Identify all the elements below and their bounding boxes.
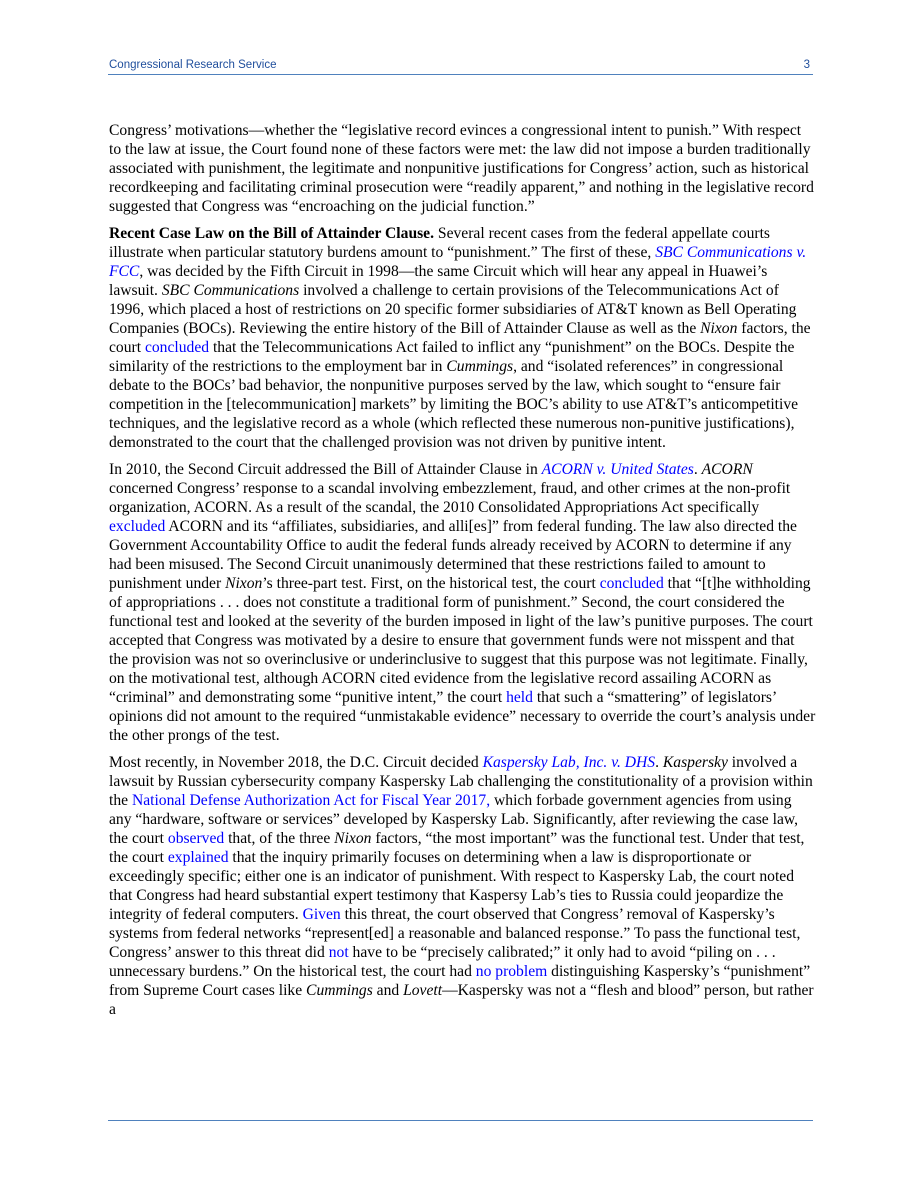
text-run: and — [372, 982, 404, 999]
paragraph-3 — [109, 460, 816, 745]
text-run: factors, “the most important” was the functional test. Under that test, the court — [109, 830, 805, 866]
header-org-name: Congressional Research Service — [109, 59, 277, 71]
link-concluded[interactable]: concluded — [599, 575, 664, 592]
text-run: Congress’ motivations—whether the “legislative record evinces a congressional intent to punish.” With respect to the law at issue, the Court found none of these factors were met: the law did not impose a burden traditionally associated with punishment, the legitimate and nonpunitive justifications for Congress’ action, such as historical recordkeeping and facilitating criminal prosecution were “readily apparent,” and nothing in the legislative record suggested that Congress was “encroaching on the judicial function.” — [109, 122, 814, 215]
link-no-problem[interactable]: no problem — [475, 963, 548, 980]
text-run: ACORN and its “affiliates, subsidiaries, and alli[es]” from federal funding. The law also directed the Government Accountability Office to audit the federal funds already received by ACORN to determine if any had been misused. The Second Circuit unanimously determined that these restrictions failed to amount to punishment under — [109, 518, 797, 592]
text-run: . — [655, 754, 663, 771]
page-number: 3 — [803, 59, 810, 71]
paragraph-4 — [109, 753, 816, 1019]
text-run: concerned Congress’ response to a scandal involving embezzlement, fraud, and other crimes at the non-profit organization, ACORN. As a result of the scandal, the 2010 Consolidated Appropriations Act specifically — [109, 480, 791, 516]
link-explained[interactable]: explained — [167, 849, 229, 866]
text-run: In 2010, the Second Circuit addressed the Bill of Attainder Clause in — [109, 461, 542, 478]
link-held[interactable]: held — [506, 689, 533, 706]
case-name: Nixon — [225, 575, 263, 592]
text-run: that the Telecommunications Act failed to inflict any “punishment” on the BOCs. Despite the similarity of the restrictions to the employment bar in — [109, 339, 795, 375]
case-name: Nixon — [700, 320, 738, 337]
link-excluded[interactable]: excluded — [109, 518, 166, 535]
text-run: involved a lawsuit by Russian cybersecurity company Kaspersky Lab challenging the constitutionality of a provision within the — [109, 754, 813, 809]
text-run: ’s three-part test. First, on the historical test, the court — [262, 575, 600, 592]
text-run: distinguishing Kaspersky’s “punishment” from Supreme Court cases like — [109, 963, 811, 999]
case-name: Lovett — [403, 982, 443, 999]
link-text: Kaspersky Lab, Inc. v. DHS — [482, 754, 656, 771]
case-name: Cummings — [306, 982, 373, 999]
paragraph-1 — [109, 121, 816, 216]
text-run: that the inquiry primarily focuses on determining when a law is disproportionate or exceedingly specific; either one is an indicator of punishment. With respect to Kaspersky Lab, the court noted that Congress had heard substantial expert testimony that Kaspersy Lab’s ties to Russia could jeopardize the integrity of federal computers. — [109, 849, 794, 923]
paragraph-2 — [109, 224, 816, 452]
page-header — [108, 58, 813, 75]
case-name: Kaspersky — [662, 754, 728, 771]
link-not[interactable]: not — [328, 944, 349, 961]
text-run: which forbade government agencies from using any “hardware, software or services” developed by Kaspersky Lab. Significantly, after reviewing the case law, the court — [109, 792, 799, 847]
text-run: Most recently, in November 2018, the D.C. Circuit decided — [109, 754, 483, 771]
document-body — [109, 121, 816, 1027]
link-text: ACORN v. United States — [541, 461, 694, 478]
section-heading: Recent Case Law on the Bill of Attainder Clause. — [109, 225, 435, 242]
text-run: , was decided by the Fifth Circuit in 1998—the same Circuit which will hear any appeal in Huawei’s lawsuit. — [109, 263, 768, 299]
text-run: . — [693, 461, 702, 478]
link-text: SBC Communications v. FCC — [109, 244, 807, 280]
link-given[interactable]: Given — [302, 906, 341, 923]
footer-divider — [108, 1120, 813, 1121]
link-kaspersky-v-dhs[interactable] — [483, 754, 656, 771]
case-name: Cummings — [446, 358, 514, 375]
case-name: ACORN — [701, 461, 753, 478]
text-run: that, of the three — [224, 830, 335, 847]
link-observed[interactable]: observed — [167, 830, 225, 847]
link-concluded[interactable]: concluded — [144, 339, 210, 356]
text-run: Several recent cases from the federal appellate courts illustrate when particular statutory burdens amount to “punishment.” The first of these, — [109, 225, 770, 261]
case-name: SBC Communications — [161, 282, 300, 299]
case-name: Nixon — [334, 830, 372, 847]
text-run: involved a challenge to certain provisions of the Telecommunications Act of 1996, which placed a host of restrictions on 20 specific former subsidiaries of AT&T known as Bell Operating Companies (BOCs). Reviewing the entire history of the Bill of Attainder Clause as well as the — [109, 282, 797, 337]
link-acorn-v-us[interactable] — [542, 461, 694, 478]
link-ndaa-2017[interactable]: National Defense Authorization Act for Fiscal Year 2017, — [131, 792, 491, 809]
text-run: that “[t]he withholding of appropriations . . . does not constitute a traditional form of punishment.” Second, the court considered the functional test and looked at the severity of the burden imposed in light of the law’s punitive purposes. The court accepted that Congress was motivated by a desire to ensure that government funds were not misspent and that the provision was not so overinclusive or underinclusive to suggest that this purpose was not legitimate. Finally, on the motivational test, although ACORN cited evidence from the legislative record assailing ACORN as “criminal” and demonstrating some “punitive intent,” the court — [109, 575, 813, 706]
text-run: have to be “precisely calibrated;” it only had to avoid “piling on . . . unnecessary burdens.” On the historical test, the court had — [109, 944, 776, 980]
text-run: that such a “smattering” of legislators’ opinions did not amount to the required “unmistakable evidence” necessary to override the court’s analysis under the other prongs of the test. — [109, 689, 816, 744]
text-run: —Kaspersky was not a “flesh and blood” person, but rather a — [109, 982, 814, 1018]
text-run: factors, the court — [109, 320, 811, 356]
text-run: , and “isolated references” in congressional debate to the BOCs’ bad behavior, the nonpunitive purposes served by the law, which sought to “ensure fair competition in the [telecommunication] markets” by limiting the BOC’s ability to use AT&T’s anticompetitive techniques, and the legislative record as a whole (which reflected these numerous non-punitive justifications), demonstrated to the court that the challenged provision was not driven by punitive intent. — [109, 358, 799, 451]
text-run: this threat, the court observed that Congress’ removal of Kaspersky’s systems from federal networks “represent[ed] a reasonable and balanced response.” To pass the functional test, Congress’ answer to this threat did — [109, 906, 801, 961]
